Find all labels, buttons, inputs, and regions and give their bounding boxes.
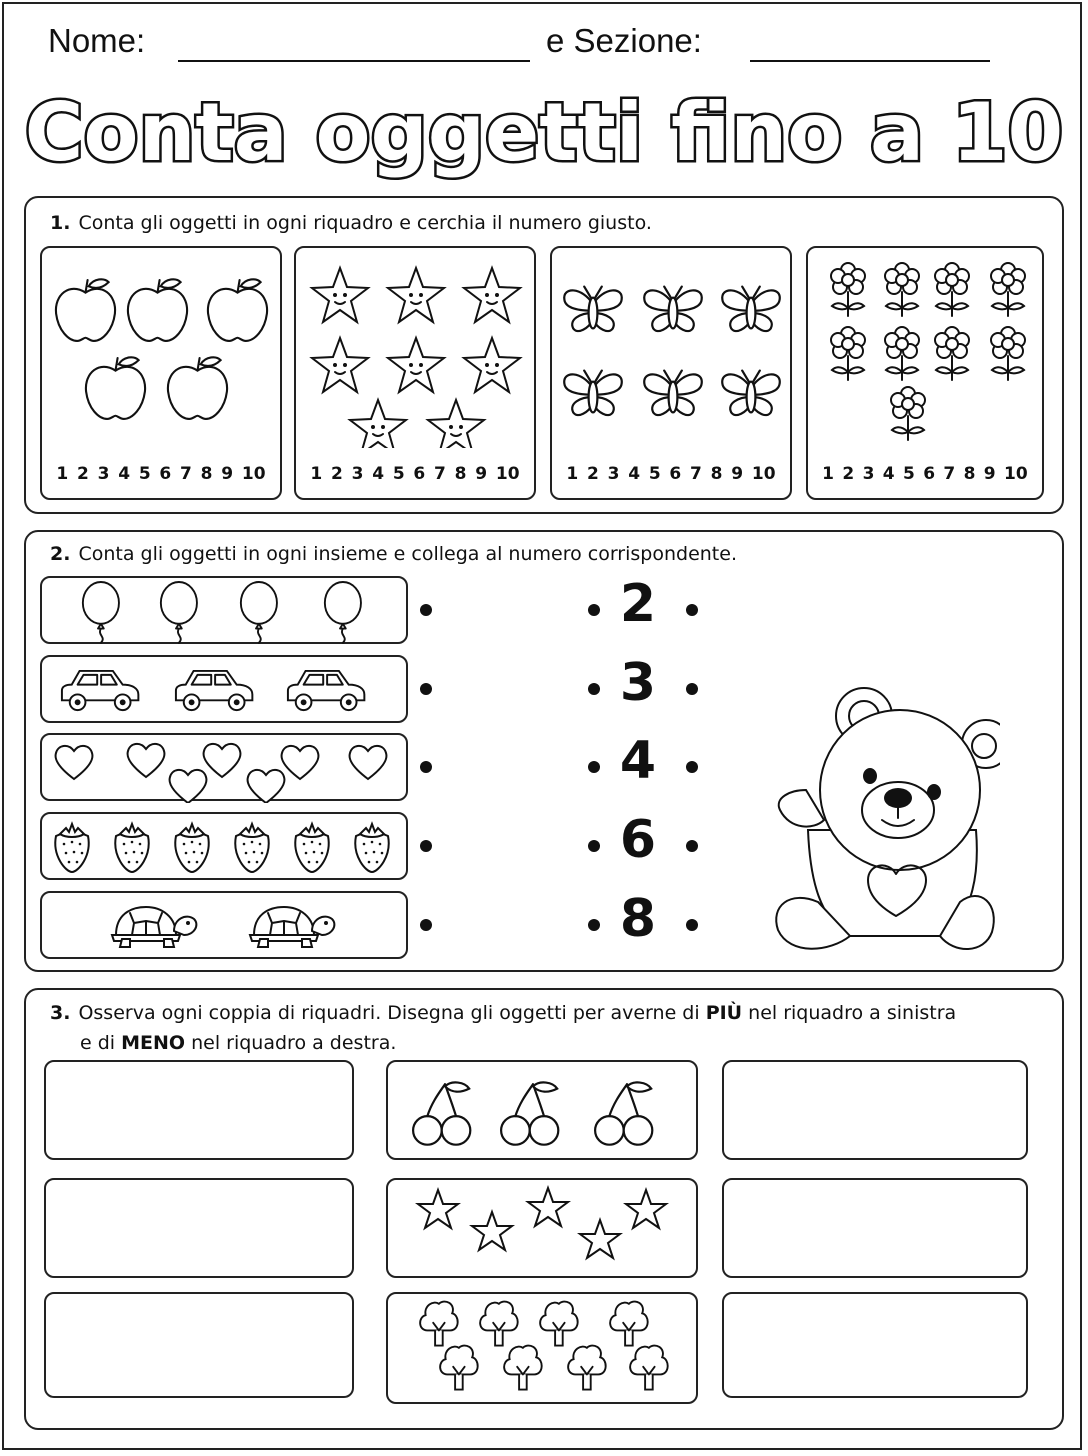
cherry-icon xyxy=(501,1082,558,1144)
svg-text:Conta oggetti fino a 10: Conta oggetti fino a 10 xyxy=(24,86,1064,179)
car-icon xyxy=(288,671,364,710)
balloon-icon xyxy=(161,582,197,643)
number-option[interactable]: 3 xyxy=(351,464,364,484)
flower-icon xyxy=(885,263,919,316)
turtle-icon xyxy=(112,907,196,947)
number-option[interactable]: 8 xyxy=(963,464,976,484)
number-option[interactable]: 2 xyxy=(76,464,89,484)
page-title xyxy=(0,78,1088,188)
tree-icon xyxy=(540,1302,578,1346)
balloon-icon xyxy=(241,582,277,643)
number-choices xyxy=(296,464,534,484)
number-option[interactable]: 9 xyxy=(475,464,488,484)
star-icon xyxy=(472,1212,512,1250)
set-box-5 xyxy=(40,891,408,959)
number-option[interactable]: 4 xyxy=(882,464,895,484)
number-option[interactable]: 2 xyxy=(330,464,343,484)
draw-more-box[interactable] xyxy=(44,1178,354,1278)
apple-icon xyxy=(208,279,267,341)
car-icon xyxy=(62,671,138,710)
number-option[interactable]: 5 xyxy=(648,464,661,484)
number-option[interactable]: 2 xyxy=(842,464,855,484)
tree-icon xyxy=(630,1346,668,1390)
butterfly-icon xyxy=(644,371,702,415)
number-option[interactable]: 7 xyxy=(690,464,702,484)
target-number: 2 xyxy=(619,574,657,634)
connect-dot-right[interactable] xyxy=(686,919,698,931)
apple-icon xyxy=(56,279,115,341)
draw-less-box[interactable] xyxy=(722,1292,1028,1398)
heart-icon xyxy=(170,770,207,803)
number-option[interactable]: 5 xyxy=(392,464,405,484)
apple-icon xyxy=(128,279,187,341)
number-option[interactable]: 10 xyxy=(751,464,776,484)
draw-less-box[interactable] xyxy=(722,1178,1028,1278)
number-option[interactable]: 9 xyxy=(983,464,996,484)
count-box-2 xyxy=(294,246,536,500)
heart-icon xyxy=(350,746,387,779)
butterfly-icon xyxy=(644,287,702,331)
number-option[interactable]: 6 xyxy=(669,464,682,484)
flower-icon xyxy=(935,327,969,380)
reference-box xyxy=(386,1292,698,1404)
flower-icon xyxy=(991,263,1025,316)
cherry-icon xyxy=(413,1082,470,1144)
flower-icon xyxy=(831,263,865,316)
number-option[interactable]: 1 xyxy=(56,464,69,484)
reference-box xyxy=(386,1060,698,1160)
teddy-bear-icon xyxy=(770,680,1000,970)
tree-icon xyxy=(420,1302,458,1346)
car-icon xyxy=(176,671,252,710)
number-option[interactable]: 7 xyxy=(180,464,192,484)
number-option[interactable]: 5 xyxy=(902,464,915,484)
tree-icon xyxy=(504,1346,542,1390)
connect-dot-right[interactable] xyxy=(686,840,698,852)
tree-icon xyxy=(568,1346,606,1390)
count-box-4 xyxy=(806,246,1044,500)
heart-icon xyxy=(282,746,319,779)
set-box-4 xyxy=(40,812,408,880)
flower-icon xyxy=(935,263,969,316)
set-box-3 xyxy=(40,733,408,801)
name-label: Nome: xyxy=(48,22,146,59)
number-option[interactable]: 4 xyxy=(118,464,131,484)
balloon-icon xyxy=(83,582,119,643)
apple-icon xyxy=(168,357,227,419)
draw-less-box[interactable] xyxy=(722,1060,1028,1160)
butterfly-icon xyxy=(564,371,622,415)
set-box-2 xyxy=(40,655,408,723)
connect-dot-target[interactable] xyxy=(588,761,600,773)
number-option[interactable]: 8 xyxy=(200,464,213,484)
strawberry-icon xyxy=(235,824,268,872)
strawberry-icon xyxy=(175,824,208,872)
target-number: 8 xyxy=(619,889,657,949)
flower-icon xyxy=(991,327,1025,380)
connect-dot-left[interactable] xyxy=(420,840,432,852)
number-option[interactable]: 4 xyxy=(628,464,641,484)
number-option[interactable]: 6 xyxy=(159,464,172,484)
heart-icon xyxy=(248,770,285,803)
tree-icon xyxy=(610,1302,648,1346)
number-option[interactable]: 6 xyxy=(413,464,426,484)
draw-more-box[interactable] xyxy=(44,1060,354,1160)
number-option[interactable]: 3 xyxy=(607,464,620,484)
section-label: e Sezione: xyxy=(546,22,702,59)
connect-dot-left[interactable] xyxy=(420,761,432,773)
number-option[interactable]: 9 xyxy=(221,464,234,484)
name-line[interactable] xyxy=(178,60,530,62)
number-option[interactable]: 6 xyxy=(923,464,936,484)
connect-dot-left[interactable] xyxy=(420,919,432,931)
target-number: 4 xyxy=(619,731,657,791)
star-face-icon xyxy=(464,338,520,392)
number-option[interactable]: 4 xyxy=(372,464,385,484)
target-number: 3 xyxy=(619,653,657,713)
star-icon xyxy=(418,1190,458,1228)
connect-dot-left[interactable] xyxy=(420,604,432,616)
flower-icon xyxy=(891,387,925,440)
flower-icon xyxy=(831,327,865,380)
star-icon xyxy=(528,1188,568,1226)
heart-icon xyxy=(204,744,241,777)
section-line[interactable] xyxy=(750,60,990,62)
flower-icon xyxy=(885,327,919,380)
star-face-icon xyxy=(464,268,520,322)
number-option[interactable]: 1 xyxy=(566,464,579,484)
butterfly-icon xyxy=(722,287,780,331)
tree-icon xyxy=(440,1346,478,1390)
number-option[interactable]: 7 xyxy=(434,464,446,484)
number-option[interactable]: 10 xyxy=(495,464,520,484)
connect-dot-left[interactable] xyxy=(420,683,432,695)
number-option[interactable]: 1 xyxy=(822,464,835,484)
tree-icon xyxy=(480,1302,518,1346)
apple-icon xyxy=(86,357,145,419)
draw-more-box[interactable] xyxy=(44,1292,354,1398)
heart-icon xyxy=(128,744,165,777)
balloon-icon xyxy=(325,582,361,643)
star-face-icon xyxy=(350,400,406,448)
set-box-1 xyxy=(40,576,408,644)
star-face-icon xyxy=(388,338,444,392)
connect-dot-right[interactable] xyxy=(686,604,698,616)
heart-icon xyxy=(56,746,93,779)
connect-dot-target[interactable] xyxy=(588,919,600,931)
number-option[interactable]: 10 xyxy=(241,464,266,484)
connect-dot-target[interactable] xyxy=(588,604,600,616)
cherry-icon xyxy=(595,1082,652,1144)
butterfly-icon xyxy=(564,287,622,331)
number-choices xyxy=(42,464,280,484)
turtle-icon xyxy=(250,907,334,947)
connect-dot-target[interactable] xyxy=(588,840,600,852)
target-number: 6 xyxy=(619,810,657,870)
count-box-3 xyxy=(550,246,792,500)
star-face-icon xyxy=(312,268,368,322)
exercise-3-instruction: 3. Osserva ogni coppia di riquadri. Disegna gli oggetti per averne di PIÙ nel riquadro a sinistra e di MENO nel riquadro a destra. xyxy=(50,1002,957,1054)
number-option[interactable]: 3 xyxy=(97,464,110,484)
connect-dot-target[interactable] xyxy=(588,683,600,695)
strawberry-icon xyxy=(115,824,148,872)
number-choices xyxy=(808,464,1042,484)
number-option[interactable]: 2 xyxy=(586,464,599,484)
connect-dot-right[interactable] xyxy=(686,683,698,695)
number-option[interactable]: 5 xyxy=(138,464,151,484)
strawberry-icon xyxy=(355,824,388,872)
number-option[interactable]: 8 xyxy=(454,464,467,484)
number-option[interactable]: 1 xyxy=(310,464,323,484)
star-icon xyxy=(580,1220,620,1258)
star-face-icon xyxy=(428,400,484,448)
number-option[interactable]: 3 xyxy=(862,464,875,484)
connect-dot-right[interactable] xyxy=(686,761,698,773)
number-option[interactable]: 9 xyxy=(731,464,744,484)
star-face-icon xyxy=(388,268,444,322)
strawberry-icon xyxy=(55,824,88,872)
number-option[interactable]: 7 xyxy=(943,464,956,484)
number-option[interactable]: 8 xyxy=(710,464,723,484)
strawberry-icon xyxy=(295,824,328,872)
exercise-1-instruction: 1. Conta gli oggetti in ogni riquadro e cerchia il numero giusto. xyxy=(50,212,652,234)
number-option[interactable]: 10 xyxy=(1004,464,1028,484)
reference-box xyxy=(386,1178,698,1278)
butterfly-icon xyxy=(722,371,780,415)
star-face-icon xyxy=(312,338,368,392)
count-box-1 xyxy=(40,246,282,500)
exercise-2-instruction: 2. Conta gli oggetti in ogni insieme e collega al numero corrispondente. xyxy=(50,543,737,565)
star-icon xyxy=(626,1190,666,1228)
number-choices xyxy=(552,464,790,484)
